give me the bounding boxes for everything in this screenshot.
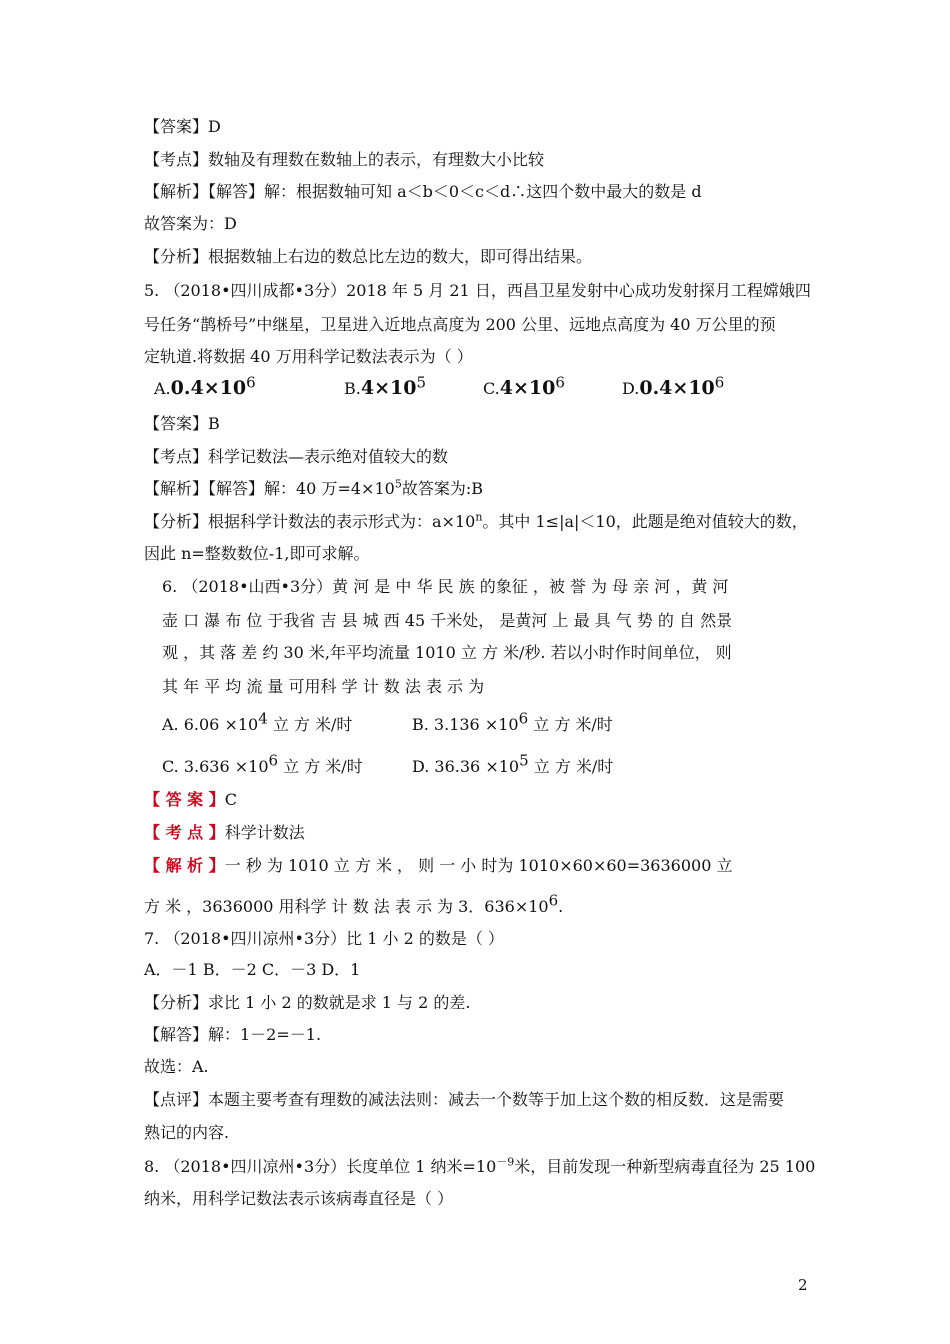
q6-kaodian: 【 考 点 】科学计数法 xyxy=(144,823,305,842)
q5-option-d: $D.0.4\times 10^6$ xyxy=(622,373,725,399)
page-number: 2 xyxy=(798,1276,808,1294)
q4-jiexi: 【解析】【解答】解：根据数轴可知 a＜b＜0＜c＜d∴这四个数中最大的数是 d xyxy=(144,182,702,201)
q5-fenxi-line1: 【分析】根据科学计数法的表示形式为：$a\times 10^n$。其中 1≤|a|＜10，此题是绝对值较大的数， xyxy=(144,510,808,531)
q7-dianping-line2: 熟记的内容. xyxy=(144,1123,230,1142)
q4-kaodian: 【考点】数轴及有理数在数轴上的表示，有理数大小比较 xyxy=(144,150,545,169)
q4-answer: 【答案】D xyxy=(144,117,221,136)
q5-stem-line3: 定轨道.将数据 40 万用科学记数法表示为（ ） xyxy=(144,347,473,366)
q4-final: 故答案为：D xyxy=(144,214,237,233)
q5-option-a: $A.0.4\times 10^6$ xyxy=(154,373,256,399)
q6-answer: 【 答 案 】C xyxy=(144,790,237,809)
q6-jiexi-line2: 方 米 ，3636000 用科学 计 数 法 表 示 为 3．$636\times 10^6$. xyxy=(144,891,564,916)
q6-option-c: C. $3.636 \times 10^6$ 立 方 米/时 xyxy=(162,751,363,776)
q7-dianping-line1: 【点评】本题主要考查有理数的减法法则：减去一个数等于加上这个数的相反数．这是需要 xyxy=(144,1090,785,1109)
q7-fenxi: 【分析】求比 1 小 2 的数就是求 1 与 2 的差. xyxy=(144,993,471,1012)
q5-answer: 【答案】B xyxy=(144,414,220,433)
q7-stem: 7. （2018•四川凉州•3分）比 1 小 2 的数是（ ） xyxy=(144,929,504,948)
q4-fenxi: 【分析】根据数轴上右边的数总比左边的数大，即可得出结果。 xyxy=(144,247,593,266)
q5-stem-line2: 号任务“鹊桥号”中继星，卫星进入近地点高度为 200 公里、远地点高度为 40 万公里的预 xyxy=(144,315,776,334)
q6-option-d: D. $36.36 \times 10^5$ 立 方 米/时 xyxy=(412,751,614,776)
q6-stem-line1: 6. （2018•山西•3分）黄 河 是 中 华 民 族 的象征 ，被 誉 为 母 亲 河 ，黄 河 xyxy=(162,577,729,596)
q5-option-b: $B.4\times 10^5$ xyxy=(344,373,426,399)
q6-option-b: B. $3.136 \times 10^6$ 立 方 米/时 xyxy=(412,709,613,734)
q5-kaodian: 【考点】科学记数法—表示绝对值较大的数 xyxy=(144,447,449,466)
q6-option-a: A. $6.06 \times 10^4$ 立 方 米/时 xyxy=(162,709,353,734)
q5-fenxi-line2: 因此 n=整数数位-1,即可求解。 xyxy=(144,544,370,563)
q6-jiexi-line1: 【 解 析 】一 秒 为 1010 立 方 米 ， 则 一 小 时为 1010×60×60=3636000 立 xyxy=(144,856,733,875)
q5-option-c: $C.4\times 10^6$ xyxy=(483,373,565,399)
q8-stem-line2: 纳米，用科学记数法表示该病毒直径是（ ） xyxy=(144,1189,454,1208)
q5-stem-line1: 5. （2018•四川成都•3分）2018 年 5 月 21 日，西昌卫星发射中心成功发射探月工程嫦娥四 xyxy=(144,281,811,300)
q7-final: 故选：A. xyxy=(144,1057,209,1076)
q5-jiexi: 【解析】【解答】解：40 万$=4\times 10^5$故答案为:B xyxy=(144,477,483,498)
q7-jieda: 【解答】解：1－2=－1. xyxy=(144,1025,322,1044)
q6-stem-line4: 其 年 平 均 流 量 可用科 学 计 数 法 表 示 为 xyxy=(162,677,485,696)
q6-stem-line2: 壶 口 瀑 布 位 于我省 吉 县 城 西 45 千米处， 是黄河 上 最 具 气 势 的 自 然景 xyxy=(162,611,733,630)
q8-stem-line1: 8. （2018•四川凉州•3分）长度单位 1 纳米$=10^{-9}$米，目前发现一种新型病毒直径为 25 100 xyxy=(144,1155,816,1176)
q7-options: A．－1 B．－2 C．－3 D．1 xyxy=(144,960,361,979)
q6-stem-line3: 观 ，其 落 差 约 30 米,年平均流量 1010 立 方 米/秒. 若以小时作时间单位， 则 xyxy=(162,643,732,662)
